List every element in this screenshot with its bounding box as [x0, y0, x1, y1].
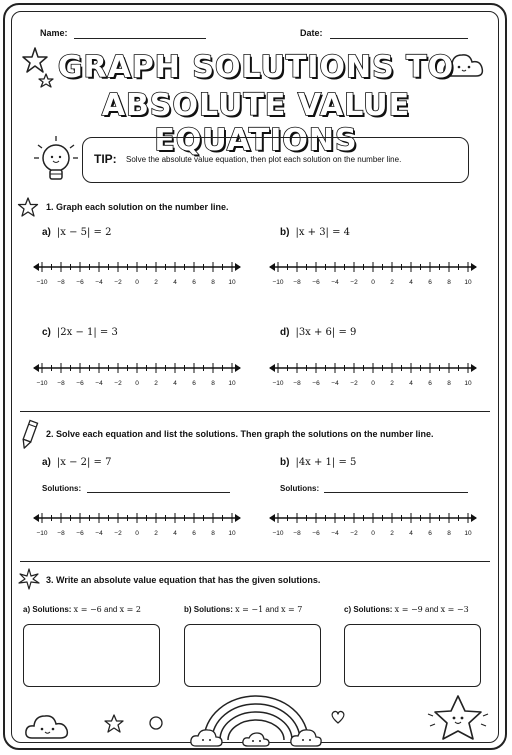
tick-label: −10 — [272, 530, 284, 537]
tick-label: 2 — [154, 380, 158, 387]
tick-label: 10 — [228, 279, 236, 286]
section-divider — [20, 411, 490, 412]
problem-1c: c) |2x − 1| = 3 — [42, 327, 118, 338]
tick-label: 4 — [173, 279, 177, 286]
answer-box-3c[interactable] — [344, 624, 481, 687]
tick-label: 8 — [211, 279, 215, 286]
section2-heading: 2. Solve each equation and list the solutions. Then graph the solutions on the number line. — [46, 429, 434, 439]
tick-label: 10 — [228, 530, 236, 537]
tick-label: −6 — [312, 530, 320, 537]
problem-2a: a) |x − 2| = 7 — [42, 457, 112, 468]
problem-1b: b) |x + 3| = 4 — [280, 227, 351, 238]
problem-1d: d) |3x + 6| = 9 — [280, 327, 357, 338]
tick-label: −4 — [331, 380, 339, 387]
tick-label: 2 — [390, 530, 394, 537]
tick-label: 10 — [228, 380, 236, 387]
tick-label: −10 — [36, 530, 48, 537]
tick-label: 8 — [211, 530, 215, 537]
number-line-1d[interactable] — [268, 359, 478, 389]
star-icon — [17, 197, 39, 217]
tick-label: 2 — [390, 380, 394, 387]
tick-label: 8 — [447, 380, 451, 387]
arrow-left-icon — [269, 514, 275, 522]
tip-box — [82, 137, 469, 183]
arrow-left-icon — [33, 514, 39, 522]
tick-label: −10 — [36, 380, 48, 387]
tick-label: 0 — [371, 279, 375, 286]
problem-3b-label: b) Solutions: x = −1 and x = 7 — [184, 605, 303, 614]
answer-box-3a[interactable] — [23, 624, 160, 687]
tick-label: 4 — [173, 530, 177, 537]
tick-label: 6 — [428, 279, 432, 286]
problem-3c-label: c) Solutions: x = −9 and x = −3 — [344, 605, 469, 614]
page-title-line2: ABSOLUTE VALUE EQUATIONS — [101, 88, 411, 158]
tick-label: −2 — [114, 530, 122, 537]
arrow-right-icon — [235, 514, 241, 522]
date-field[interactable] — [330, 38, 468, 39]
tick-label: 6 — [192, 380, 196, 387]
tick-label: −10 — [36, 279, 48, 286]
tick-label: −10 — [272, 279, 284, 286]
tick-label: 10 — [464, 530, 472, 537]
tick-label: 2 — [390, 279, 394, 286]
tick-label: −8 — [57, 279, 65, 286]
tick-label: 8 — [447, 279, 451, 286]
tick-label: 8 — [211, 380, 215, 387]
tick-label: −6 — [76, 530, 84, 537]
tip-label: TIP: — [94, 152, 117, 166]
arrow-right-icon — [471, 514, 477, 522]
tick-label: 10 — [464, 380, 472, 387]
tick-label: −8 — [57, 530, 65, 537]
answer-box-3b[interactable] — [184, 624, 321, 687]
tick-label: −2 — [114, 279, 122, 286]
tick-label: −6 — [76, 380, 84, 387]
number-line-1a[interactable] — [32, 258, 242, 288]
problem-2b: b) |4x + 1| = 5 — [280, 457, 357, 468]
arrow-right-icon — [471, 263, 477, 271]
section1-heading: 1. Graph each solution on the number line. — [46, 202, 229, 212]
number-line-1c[interactable] — [32, 359, 242, 389]
tick-label: 8 — [447, 530, 451, 537]
lightbulb-icon — [30, 132, 82, 190]
tip-text: Solve the absolute value equation, then plot each solution on the number line. — [126, 155, 402, 164]
tick-label: −8 — [293, 279, 301, 286]
number-line-1b[interactable] — [268, 258, 478, 288]
tick-label: 2 — [154, 279, 158, 286]
cloud-icon — [24, 708, 72, 742]
page-title-line1: GRAPH SOLUTIONS TO — [57, 50, 455, 85]
arrow-left-icon — [33, 364, 39, 372]
tick-label: −10 — [272, 380, 284, 387]
problem-1a: a) |x − 5| = 2 — [42, 227, 112, 238]
tick-label: −4 — [331, 530, 339, 537]
tick-label: 6 — [428, 380, 432, 387]
arrow-left-icon — [269, 263, 275, 271]
tick-label: 4 — [409, 530, 413, 537]
tick-label: 4 — [173, 380, 177, 387]
problem-3a-label: a) Solutions: x = −6 and x = 2 — [23, 605, 141, 614]
tick-label: 0 — [135, 279, 139, 286]
tick-label: −4 — [95, 380, 103, 387]
pencil-icon — [18, 418, 40, 452]
arrow-right-icon — [471, 364, 477, 372]
number-line-2a[interactable] — [32, 509, 242, 539]
date-label: Date: — [300, 28, 323, 38]
arrow-left-icon — [33, 263, 39, 271]
tick-label: 2 — [154, 530, 158, 537]
star-burst-icon — [18, 568, 40, 590]
tick-label: −6 — [312, 279, 320, 286]
tick-label: −6 — [76, 279, 84, 286]
tick-label: 4 — [409, 380, 413, 387]
circle-icon — [148, 715, 164, 731]
heart-icon — [330, 709, 346, 725]
tick-label: −8 — [57, 380, 65, 387]
tick-label: −8 — [293, 380, 301, 387]
tick-label: −2 — [114, 380, 122, 387]
rainbow-icon — [190, 690, 322, 748]
solutions-label-2a: Solutions: — [42, 484, 82, 493]
tick-label: −2 — [350, 530, 358, 537]
section3-heading: 3. Write an absolute value equation that has the given solutions. — [46, 575, 321, 585]
arrow-right-icon — [235, 364, 241, 372]
solutions-field-2b[interactable] — [324, 492, 468, 493]
star-icon — [104, 714, 124, 734]
tick-label: 6 — [192, 530, 196, 537]
tick-label: −4 — [331, 279, 339, 286]
number-line-2b[interactable] — [268, 509, 478, 539]
tick-label: 0 — [135, 380, 139, 387]
tick-label: 0 — [371, 530, 375, 537]
name-label: Name: — [40, 28, 68, 38]
arrow-right-icon — [235, 263, 241, 271]
tick-label: 4 — [409, 279, 413, 286]
solutions-label-2b: Solutions: — [280, 484, 320, 493]
tick-label: 0 — [135, 530, 139, 537]
tick-label: 0 — [371, 380, 375, 387]
tick-label: −4 — [95, 530, 103, 537]
tick-label: 6 — [428, 530, 432, 537]
section-divider — [20, 561, 490, 562]
tick-label: −2 — [350, 279, 358, 286]
name-field[interactable] — [74, 38, 206, 39]
arrow-left-icon — [269, 364, 275, 372]
tick-label: −2 — [350, 380, 358, 387]
tick-label: −8 — [293, 530, 301, 537]
solutions-field-2a[interactable] — [87, 492, 230, 493]
smiling-star-icon — [424, 692, 492, 744]
tick-label: −6 — [312, 380, 320, 387]
tick-label: 10 — [464, 279, 472, 286]
tick-label: 6 — [192, 279, 196, 286]
tick-label: −4 — [95, 279, 103, 286]
